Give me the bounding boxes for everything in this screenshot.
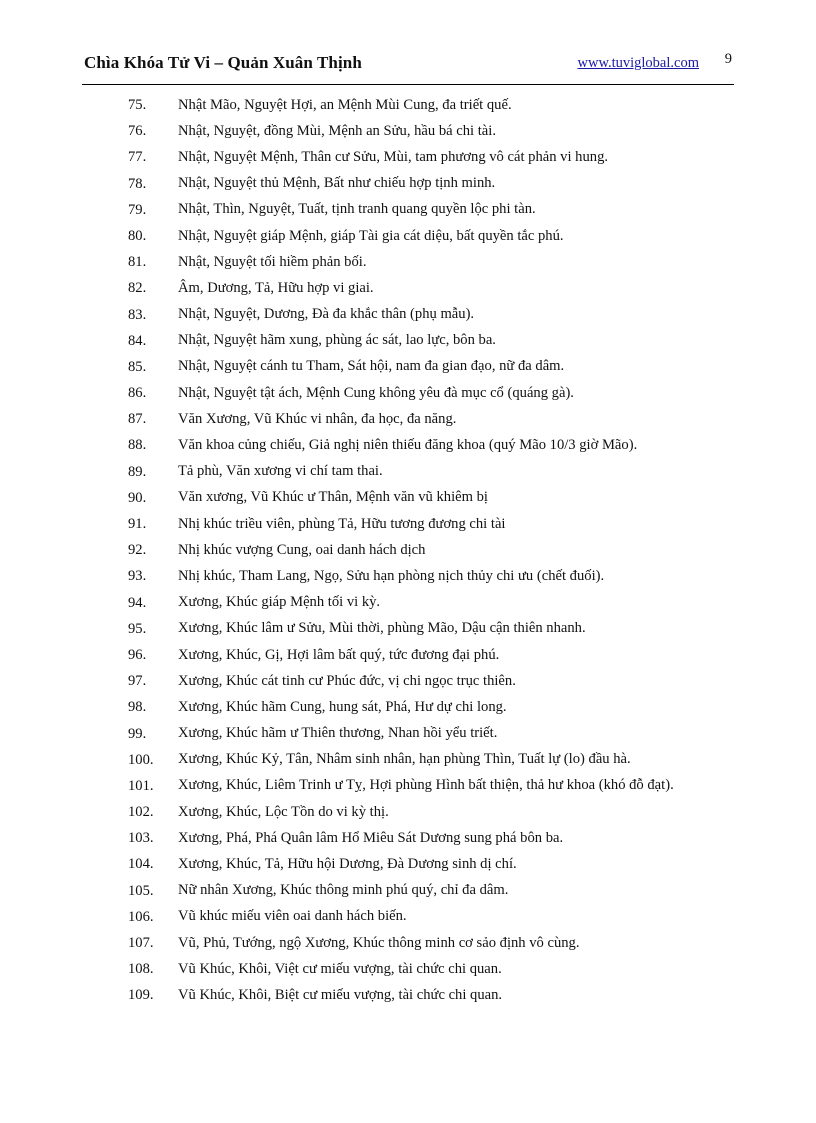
item-number: 75. bbox=[128, 97, 147, 113]
list-item bbox=[0, 668, 816, 694]
item-text: Văn Xương, Vũ Khúc vi nhân, đa học, đa năng. bbox=[178, 410, 457, 427]
item-number: 102. bbox=[128, 804, 154, 821]
item-text: Văn xương, Vũ Khúc ư Thân, Mệnh văn vũ khiêm bị bbox=[178, 489, 488, 506]
item-number: 79. bbox=[128, 201, 147, 218]
list-item bbox=[0, 773, 816, 799]
item-text: Nhật, Nguyệt cánh tu Tham, Sát hội, nam đa gian đạo, nữ đa dâm. bbox=[178, 358, 565, 375]
item-number: 84. bbox=[128, 332, 147, 349]
website-link[interactable]: www.tuviglobal.com bbox=[577, 55, 699, 71]
item-number: 100. bbox=[128, 751, 154, 768]
list-item bbox=[0, 275, 816, 301]
item-number: 76. bbox=[128, 123, 147, 140]
item-text: Nhật, Nguyệt, Dương, Đà đa khắc thân (phụ mẫu). bbox=[178, 306, 475, 323]
page-number: 9 bbox=[724, 51, 732, 67]
entry-list bbox=[0, 92, 816, 1009]
item-number: 85. bbox=[128, 358, 147, 375]
item-text: Xương, Phá, Phá Quân lâm Hổ Miêu Sát Dương sung phá bôn ba. bbox=[178, 829, 564, 846]
item-text: Xương, Khúc hãm ư Thiên thương, Nhan hồi yểu triết. bbox=[178, 725, 498, 742]
item-number: 108. bbox=[128, 961, 154, 978]
item-number: 109. bbox=[128, 987, 154, 1004]
item-text: Xương, Khúc lâm ư Sửu, Mùi thời, phùng Mão, Dậu cận thiên nhanh. bbox=[178, 620, 586, 637]
list-item bbox=[0, 982, 816, 1008]
list-item bbox=[0, 590, 816, 616]
item-number: 95. bbox=[128, 620, 147, 637]
list-item bbox=[0, 144, 816, 170]
item-text: Xương, Khúc Kỷ, Tân, Nhâm sinh nhân, hạn phùng Thìn, Tuất lự (lo) đầu hà. bbox=[178, 751, 631, 768]
item-text: Xương, Khúc, Tả, Hữu hội Dương, Đà Dương sinh dị chí. bbox=[178, 856, 517, 873]
item-number: 99. bbox=[128, 725, 147, 742]
list-item bbox=[0, 825, 816, 851]
item-number: 104. bbox=[128, 856, 154, 873]
item-text: Nhật, Nguyệt tối hiềm phản bối. bbox=[178, 253, 367, 270]
item-text: Nhật, Nguyệt thủ Mệnh, Bất như chiếu hợp tịnh minh. bbox=[178, 175, 496, 192]
item-text: Nhật Mão, Nguyệt Hợi, an Mệnh Mùi Cung, đa triết quế. bbox=[178, 96, 512, 113]
list-item bbox=[0, 118, 816, 144]
item-text: Xương, Khúc cát tinh cư Phúc đức, vị chi ngọc trục thiên. bbox=[178, 672, 516, 689]
list-item bbox=[0, 223, 816, 249]
item-text: Văn khoa củng chiếu, Giả nghị niên thiếu đăng khoa (quý Mão 10/3 giờ Mão). bbox=[178, 437, 638, 454]
item-number: 86. bbox=[128, 385, 147, 402]
item-text: Nhật, Nguyệt hãm xung, phùng ác sát, lao lực, bôn ba. bbox=[178, 332, 496, 349]
item-text: Nhật, Nguyệt, đồng Mùi, Mệnh an Sửu, hầu bá chi tài. bbox=[178, 122, 496, 139]
list-item bbox=[0, 302, 816, 328]
item-text: Nhật, Thìn, Nguyệt, Tuất, tịnh tranh quang quyền lộc phi tàn. bbox=[178, 201, 536, 218]
item-number: 98. bbox=[128, 699, 147, 716]
list-item bbox=[0, 799, 816, 825]
item-text: Nhật, Nguyệt giáp Mệnh, giáp Tài gia cát diệu, bất quyền tắc phú. bbox=[178, 227, 564, 244]
item-text: Vũ, Phủ, Tướng, ngộ Xương, Khúc thông minh cơ sảo định vô cùng. bbox=[178, 934, 580, 951]
item-text: Vũ Khúc, Khôi, Việt cư miếu vượng, tài chức chi quan. bbox=[178, 960, 502, 977]
item-number: 96. bbox=[128, 646, 147, 663]
list-item bbox=[0, 459, 816, 485]
item-text: Nhật, Nguyệt Mệnh, Thân cư Sửu, Mùi, tam phương vô cát phản vi hung. bbox=[178, 148, 609, 165]
list-item bbox=[0, 747, 816, 773]
document-title: Chìa Khóa Tử Vi – Quản Xuân Thịnh bbox=[84, 53, 362, 72]
page-header bbox=[82, 50, 734, 85]
list-item bbox=[0, 642, 816, 668]
item-number: 81. bbox=[128, 254, 147, 271]
item-number: 87. bbox=[128, 411, 147, 428]
item-number: 91. bbox=[128, 516, 147, 532]
list-item bbox=[0, 537, 816, 563]
list-item bbox=[0, 380, 816, 406]
item-number: 105. bbox=[128, 882, 154, 899]
item-text: Nhị khúc triều viên, phùng Tả, Hữu tương đương chi tài bbox=[178, 515, 506, 532]
item-text: Xương, Khúc, Liêm Trinh ư Tỵ, Hợi phùng Hình bất thiện, thả hư khoa (khó đỗ đạt). bbox=[178, 777, 674, 794]
item-text: Xương, Khúc giáp Mệnh tối vi kỳ. bbox=[178, 594, 381, 611]
list-item bbox=[0, 878, 816, 904]
list-item bbox=[0, 721, 816, 747]
item-text: Âm, Dương, Tả, Hữu hợp vi giai. bbox=[178, 279, 374, 296]
item-number: 94. bbox=[128, 594, 147, 611]
list-item bbox=[0, 851, 816, 877]
item-number: 106. bbox=[128, 908, 154, 925]
list-item bbox=[0, 694, 816, 720]
list-item bbox=[0, 485, 816, 511]
item-number: 83. bbox=[128, 306, 147, 323]
item-number: 80. bbox=[128, 227, 147, 244]
list-item bbox=[0, 249, 816, 275]
item-number: 89. bbox=[128, 463, 147, 480]
item-text: Tả phù, Văn xương vi chí tam thai. bbox=[178, 463, 383, 480]
item-number: 88. bbox=[128, 437, 147, 454]
item-number: 77. bbox=[128, 149, 147, 166]
item-text: Vũ Khúc, Khôi, Biệt cư miếu vượng, tài chức chi quan. bbox=[178, 986, 503, 1003]
list-item bbox=[0, 956, 816, 982]
item-number: 92. bbox=[128, 542, 147, 559]
list-item bbox=[0, 171, 816, 197]
item-number: 97. bbox=[128, 673, 147, 690]
list-item bbox=[0, 406, 816, 432]
item-number: 93. bbox=[128, 568, 147, 585]
item-text: Xương, Khúc, Lộc Tồn do vi kỳ thị. bbox=[178, 803, 389, 820]
item-number: 101. bbox=[128, 777, 154, 794]
list-item bbox=[0, 328, 816, 354]
item-text: Nhị khúc, Tham Lang, Ngọ, Sửu hạn phòng nịch thủy chi ưu (chết đuối). bbox=[178, 567, 605, 584]
item-number: 103. bbox=[128, 830, 154, 847]
list-item bbox=[0, 930, 816, 956]
list-item bbox=[0, 511, 816, 537]
item-text: Nhị khúc vượng Cung, oai danh hách dịch bbox=[178, 541, 426, 558]
item-number: 107. bbox=[128, 935, 154, 951]
item-number: 90. bbox=[128, 489, 147, 506]
list-item bbox=[0, 904, 816, 930]
item-text: Xương, Khúc hãm Cung, hung sát, Phá, Hư dự chi long. bbox=[178, 698, 507, 715]
item-number: 82. bbox=[128, 280, 147, 297]
item-text: Vũ khúc miếu viên oai danh hách biến. bbox=[178, 908, 407, 925]
item-number: 78. bbox=[128, 175, 147, 192]
list-item bbox=[0, 92, 816, 118]
list-item bbox=[0, 432, 816, 458]
list-item bbox=[0, 354, 816, 380]
item-text: Nữ nhân Xương, Khúc thông minh phú quý, chỉ đa dâm. bbox=[178, 882, 509, 899]
item-text: Xương, Khúc, Gị, Hợi lâm bất quý, tức đương đại phú. bbox=[178, 646, 500, 663]
item-text: Nhật, Nguyệt tật ách, Mệnh Cung không yêu đà mục cổ (quáng gà). bbox=[178, 384, 574, 401]
list-item bbox=[0, 563, 816, 589]
list-item bbox=[0, 616, 816, 642]
list-item bbox=[0, 197, 816, 223]
